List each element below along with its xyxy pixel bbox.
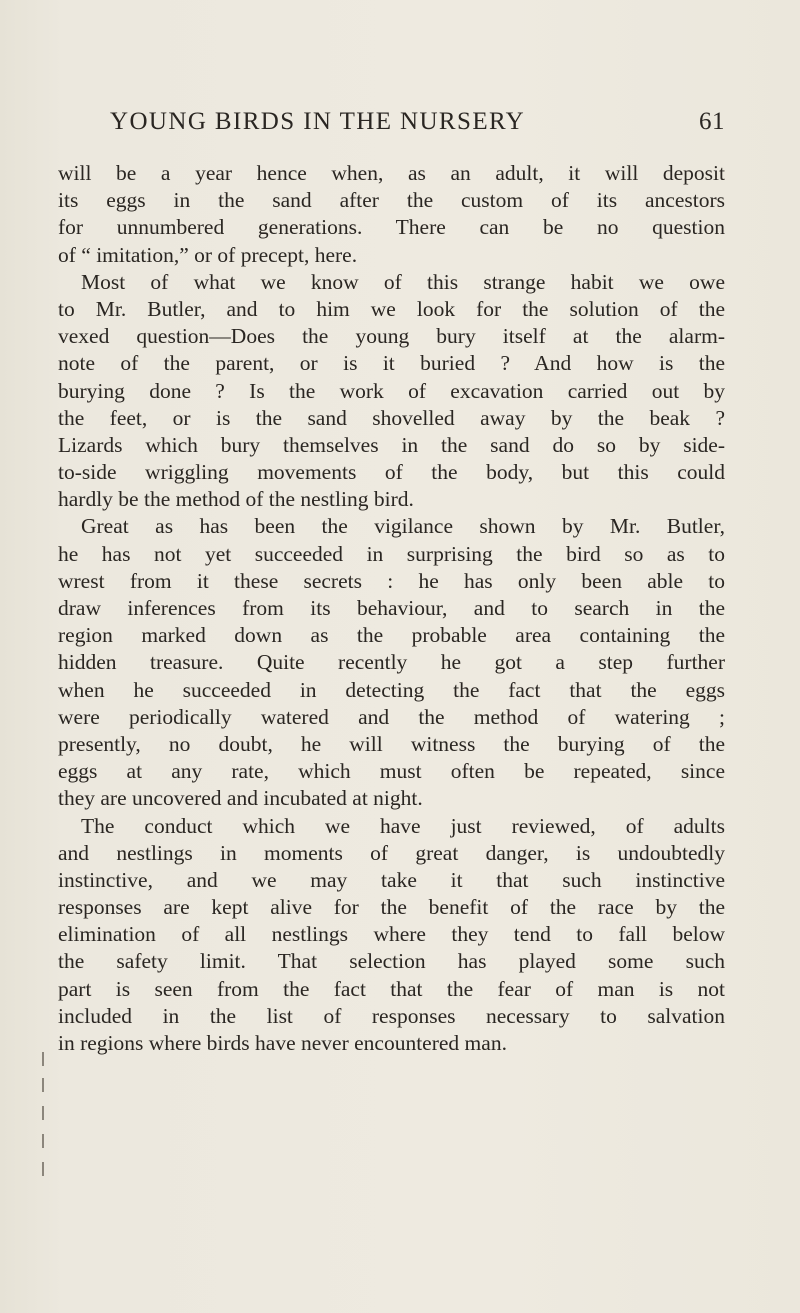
text-line: included in the list of responses necessary to salvation [58, 1003, 725, 1028]
page-number: 61 [699, 108, 725, 135]
text-line: elimination of all nestlings where they tend to fall below [58, 922, 725, 947]
text-line: the safety limit. That selection has played some such [58, 949, 725, 974]
gutter-mark [42, 1052, 44, 1066]
text-line: hidden treasure. Quite recently he got a step further [58, 650, 725, 675]
text-line: were periodically watered and the method of watering ; [58, 704, 725, 729]
text-line: vexed question—Does the young bury itself at the alarm- [58, 324, 725, 349]
text-line: presently, no doubt, he will witness the burying of the [58, 731, 725, 756]
text-line: draw inferences from its behaviour, and to search in the [58, 596, 725, 620]
gutter-mark [42, 1162, 44, 1176]
text-line: for unnumbered generations. There can be no question [58, 215, 725, 240]
text-line: will be a year hence when, as an adult, it will deposit [58, 161, 725, 185]
page-header [110, 108, 725, 144]
text-line: wrest from it these secrets : he has only been able to [58, 568, 725, 593]
text-line: note of the parent, or is it buried ? And how is the [58, 351, 725, 376]
gutter-mark [42, 1078, 44, 1092]
text-line: instinctive, and we may take it that such instinctive [58, 867, 725, 892]
gutter-shadow-marks [40, 1050, 46, 1200]
gutter-mark [42, 1134, 44, 1148]
text-line: burying done ? Is the work of excavation carried out by [58, 378, 725, 403]
text-line: responses are kept alive for the benefit of the race by the [58, 895, 725, 920]
text-line: the feet, or is the sand shovelled away by the beak ? [58, 405, 725, 430]
text-line: of “ imitation,” or of precept, here. [58, 242, 358, 267]
text-line: they are uncovered and incubated at night. [58, 786, 423, 811]
text-line: part is seen from the fact that the fear of man is not [58, 976, 725, 1001]
body-text [58, 160, 725, 1057]
paragraph-start-line: Great as has been the vigilance shown by Mr. Butler, [81, 514, 725, 539]
text-line: region marked down as the probable area containing the [58, 623, 725, 648]
text-line: eggs at any rate, which must often be repeated, since [58, 759, 725, 784]
text-line: hardly be the method of the nestling bird. [58, 487, 414, 512]
text-line: he has not yet succeeded in surprising the bird so as to [58, 541, 725, 566]
text-line: in regions where birds have never encountered man. [58, 1031, 507, 1055]
text-line: to Mr. Butler, and to him we look for the solution of the [58, 296, 725, 321]
text-line: when he succeeded in detecting the fact that the eggs [58, 677, 725, 702]
paragraph-start-line: The conduct which we have just reviewed, of adults [81, 813, 725, 838]
text-line: and nestlings in moments of great danger, is undoubtedly [58, 840, 725, 865]
gutter-mark [42, 1106, 44, 1120]
text-line: its eggs in the sand after the custom of its ancestors [58, 188, 725, 213]
paragraph-start-line: Most of what we know of this strange habit we owe [81, 269, 725, 294]
text-line: Lizards which bury themselves in the sand do so by side- [58, 432, 725, 457]
text-line: to-side wriggling movements of the body, but this could [58, 460, 725, 485]
running-head: YOUNG BIRDS IN THE NURSERY [110, 108, 526, 135]
